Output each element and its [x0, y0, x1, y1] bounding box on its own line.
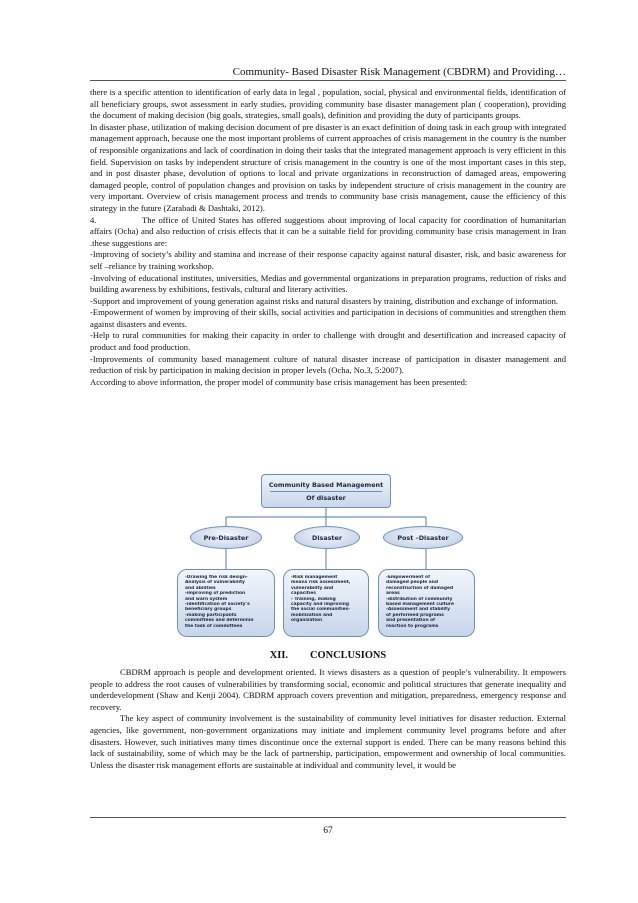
list-pre-disaster — [177, 569, 275, 637]
root-divider — [270, 491, 382, 492]
diagram-list-line: mobilization and — [291, 612, 333, 618]
list-post-disaster — [378, 569, 475, 637]
suggestion-item: -Involving of educational institutes, universities, Medias and governmental organizations in preparation programs, reduction of risks and building awareness by exhibitions, festivals, cultural and literary activities. — [90, 272, 566, 295]
section-number: XII. — [269, 650, 288, 661]
diagram-list-line: -making participants — [185, 612, 237, 618]
diagram-list-line: the task of committees — [185, 623, 243, 629]
running-header: Community- Based Disaster Risk Management (CBDRM) and Providing… — [232, 66, 566, 78]
body-text-bottom — [90, 667, 566, 771]
page-number: 67 — [323, 826, 333, 836]
suggestion-item: -Improving of society’s ability and stamina and increase of their response capacity against natural disaster, risk, and basic awareness for self –reliance by training workshop. — [90, 249, 566, 271]
diagram-list-line: reaction to programs — [386, 623, 439, 629]
paragraph: CBDRM approach is people and development oriented. It views disasters as a question of people’s vulnerability. It empowers people to address the root causes of vulnerabilities by transforming social, economic and political structures that generate inequality and underdevelopment (Shaw and Kenji 2004). CBDRM approach covers prevention and mitigation, preparedness, emergency response and recovery. — [90, 667, 566, 712]
diagram-list-line: -identification of society’s — [185, 602, 250, 608]
diagram-list-line: -Drawing the risk design- — [185, 575, 248, 580]
diagram-list-line: and presentation of — [386, 618, 436, 624]
suggestion-item: -Empowerment of women by improving of their skills, social activities and participation in decisions of communities and strengthen them against disasters and events. — [90, 307, 566, 329]
diagram-list-line: based management culture — [386, 602, 455, 608]
paragraph-number: 4. — [90, 214, 97, 225]
paragraph: The key aspect of community involvement is the sustainability of community level initiatives for disaster reduction. External agencies, like government, non-government organizations may initiate and implement community level programs before and after disasters. However, such initiatives many times discontinue once the external support is ended. There can be many reasons behind this lack of sustainability, some of which may be the lack of partnership, participation, empowerment and ownership of local communities. Unless the disaster risk management efforts are sustainable at individual and community level, it would be — [90, 713, 566, 770]
phase-disaster: Disaster — [294, 526, 360, 549]
diagram-list-line: -Risk management — [291, 575, 338, 580]
diagram-list-line: organization — [291, 618, 323, 624]
diagram-list-line: -Empowerment of — [386, 575, 430, 580]
diagram-list-line: -Assessment and stability — [386, 607, 451, 613]
diagram-list-line: and abilities — [185, 585, 216, 591]
section-title: CONCLUSIONS — [309, 650, 387, 661]
list-disaster — [283, 569, 369, 637]
suggestion-item: -Support and improvement of young generation against risks and natural disasters by training, distribution and exchange of information. — [90, 295, 559, 306]
paragraph-text: The office of United States has offered suggestions about improving of local capacity for coordination of humanitarian affairs (Ocha) and also reduction of crisis effects that it can be a suitable field for providing community base crisis management in Iran .these suggestions are: — [90, 214, 566, 248]
section-heading — [90, 650, 566, 662]
suggestion-item: -Help to rural communities for making their capacity in order to challenge with drought and desertification and increased capacity of product and food production. — [90, 330, 566, 353]
phase-pre-disaster: Pre-Disaster — [190, 526, 262, 549]
diagram-list-line: areas — [386, 591, 400, 597]
paragraph: there is a specific attention to identification of early data in legal , population, social, physical and environmental fields, identification of all beneficiary groups, swot assessment in early studies, providing community base disaster management plan ( cooperation), providing the document of making decision (big goals, strategies, small goals), definition and providing the duty of participants groups. — [90, 87, 566, 121]
top-connector — [226, 508, 426, 526]
root-subtitle: Of disaster — [306, 494, 346, 502]
diagram-list-line: - Training, making — [291, 596, 336, 602]
diagram-list-line: beneficiary groups — [185, 607, 232, 613]
diagram-list-line: reconstruction of damaged — [386, 585, 454, 591]
suggestion-item: -Improvements of community based management culture of natural disaster increase of participation in disaster management and reduction of risk by participation in making decision in proper levels (Ocha, No.3, 5:2007). — [90, 353, 566, 376]
root-title: Community Based Management — [268, 481, 384, 489]
paragraph: According to above information, the proper model of community base crisis management has been presented: — [90, 376, 468, 387]
numbered-paragraph — [90, 215, 566, 250]
diagram-list-line: -distribution of community — [386, 596, 453, 602]
diagram-list-line: committees and determinin — [185, 618, 254, 624]
diagram-list-line: means risk assessment, — [291, 580, 351, 586]
paragraph: In disaster phase, utilization of making decision document of pre disaster is an exact definition of doing task in each group with integrated management approach, because one the most important problems of current approaches of crisis management in the country is the number of responsible organizations and lack of coordination in doing their tasks that the integrated management approach is very efficient in this field. Supervision on tasks by independent structure of crisis management in the country is one of the most important cases in this step, and in post disaster phase, devolution of options to local and private organizations in reconstruction of damaged areas, empowering damaged people, control of population changes and provision on tasks by independent structure of crisis management in the country are very important. Overview of crisis management process and trends to community base crisis management, cause the efficiency of this strategy in the future (Zarabadi & Dashtaki, 2012). — [90, 121, 566, 213]
diagram-list-line: capacities — [291, 591, 316, 597]
diagram-list-line: the social communities- — [291, 607, 351, 613]
diagram-list-line: vulnerability and — [291, 585, 334, 591]
footer-rule — [90, 817, 566, 818]
diagram-list-line: capacity and improving — [291, 602, 350, 608]
body-text-top — [90, 87, 566, 388]
diagram-list-line: of performed programs — [386, 612, 444, 618]
phase-post-disaster: Post –Disaster — [383, 526, 463, 549]
diagram-root-box — [261, 474, 391, 508]
diagram-list-line: damaged people and — [386, 580, 438, 586]
diagram-list-line: Analysis of vulnerability — [185, 580, 245, 586]
diagram-list-line: and warn system — [185, 596, 228, 602]
header-rule — [90, 80, 566, 81]
cbdm-diagram — [176, 471, 476, 639]
diagram-list-line: -improving of prediction — [185, 591, 246, 597]
